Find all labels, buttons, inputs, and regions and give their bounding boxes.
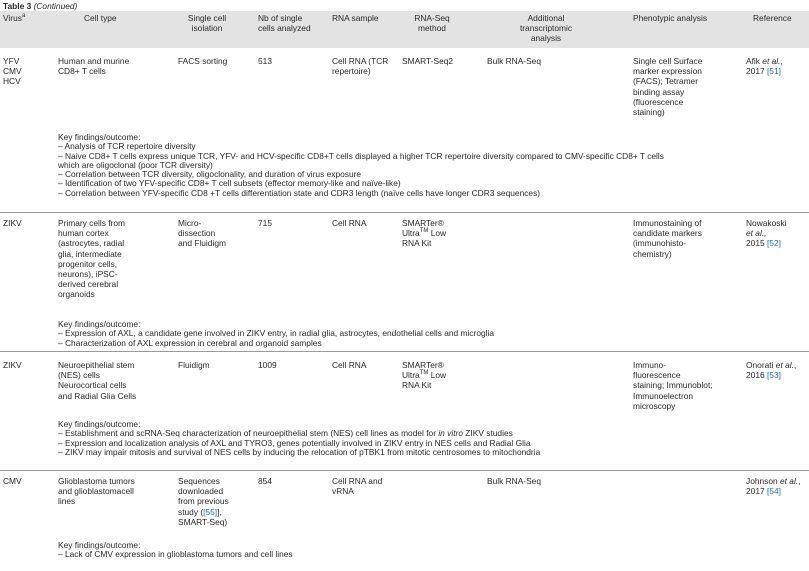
row-additional-analysis: Bulk RNA-Seq (487, 56, 541, 66)
reference-link[interactable]: [52] (766, 238, 781, 249)
row-isolation: Fluidigm (178, 360, 210, 370)
reference-link[interactable]: [54] (766, 486, 781, 497)
row-nb-cells: 1009 (258, 360, 277, 370)
row-isolation: FACS sorting (178, 56, 228, 66)
reference-link[interactable]: [53] (766, 370, 781, 381)
key-findings: Key findings/outcome: – Analysis of TCR repertoire diversity – Naive CD8+ T cells express unique TCR, YFV- and HCV-specific CD8+T cells displayed a higher TCR repertoire diversity compared to CMV-specific CD8+ T cells which are oligoclonal (poor TCR diversity) – Correlation between TCR diversity, oligoclonality, and duration of virus exposure – Identification of two YFV-specific CD8+ T cell subsets (effector memory-like and naïve-like) – Correlation between YFV-specific CD8 +T cells differentiation state and CDR3 length (naïve cells have longer CDR3 sequences) (58, 132, 664, 198)
table-caption (3, 1, 77, 11)
key-findings: Key findings/outcome: – Expression of AXL, a candidate gene involved in ZIKV entry, in radial glia, astrocytes, endothelial cells and microglia – Characterization of AXL expression in cerebral and organoid samples (58, 319, 495, 348)
key-findings: Key findings/outcome: – Lack of CMV expression in glioblastoma tumors and cell lines (58, 540, 293, 560)
row-phenotypic-analysis: Immuno- fluorescence staining; Immunoblot; Immunoelectron microscopy (633, 360, 713, 411)
key-findings: Key findings/outcome: – Establishment and scRNA-Seq characterization of neuroepithelial stem (NES) cell lines as model for in vitro ZIKV studies – Expression and localization analysis of AXL and TYRO3, genes potentially involved in ZIKV entry in NES cells and Radial Glia – ZIKV may impair mitosis and survival of NES cells by inducing the relocation of pTBK1 from mitotic centrosomes to mitochondria (58, 419, 541, 457)
row-additional-analysis: Bulk RNA-Seq (487, 476, 541, 486)
header-rnaseq-method: RNA-Seq method (414, 13, 450, 34)
header-phenotypic-analysis: Phenotypic analysis (633, 13, 708, 23)
reference-link[interactable]: [55] (203, 506, 218, 517)
row-reference: Onorati et al., 2016 [53] (746, 360, 797, 381)
reference-link[interactable]: [51] (766, 66, 781, 77)
row-isolation: Micro- dissection and Fluidigm (178, 218, 226, 249)
row-nb-cells: 513 (258, 56, 272, 66)
row-reference: Johnson et al., 2017 [54] (746, 476, 801, 497)
header-single-cell-isolation: Single cell isolation (187, 13, 227, 34)
header-rna-sample: RNA sample (332, 13, 379, 23)
row-phenotypic-analysis: Single cell Surface marker expression (FACS); Tetramer binding assay (fluorescence staining) (633, 56, 703, 118)
row-rnaseq-method: SMARTer® Ultra™ Low RNA Kit (402, 360, 447, 391)
row-nb-cells: 854 (258, 476, 272, 486)
row-cell-type: Glioblastoma tumors and glioblastomacell lines (58, 476, 135, 507)
row-reference: Afik et al., 2017 [51] (746, 56, 783, 77)
row-rnaseq-method: SMART-Seq2 (402, 56, 454, 66)
row-cell-type: Primary cells from human cortex (astrocytes, radial glia, intermediate progenitor cells, neurons), iPSC- derived cerebral organoids (58, 218, 126, 300)
header-virus: Virus$^a$ (3, 13, 26, 23)
row-reference: Nowakoski et al., 2015 [52] (746, 218, 787, 249)
row-rna-sample: Cell RNA (TCR repertoire) (332, 56, 389, 77)
row-divider (0, 470, 809, 471)
row-nb-cells: 715 (258, 218, 272, 228)
row-rna-sample: Cell RNA (332, 360, 367, 370)
header-reference: Reference (753, 13, 792, 23)
row-virus: CMV (3, 476, 22, 486)
row-divider (0, 351, 809, 352)
row-virus: ZIKV (3, 218, 22, 228)
row-cell-type: Human and murine CD8+ T cells (58, 56, 130, 77)
row-virus: YFV CMV HCV (3, 56, 22, 87)
table-label: Table 3 (3, 1, 32, 11)
row-rna-sample: Cell RNA (332, 218, 367, 228)
header-cell-type: Cell type (84, 13, 117, 23)
row-rnaseq-method: SMARTer® Ultra™ Low RNA Kit (402, 218, 447, 249)
header-additional-analysis: Additional transcriptomic analysis (519, 13, 573, 44)
row-cell-type: Neuroepithelial stem (NES) cells Neurocortical cells and Radial Glia Cells (58, 360, 137, 401)
row-rna-sample: Cell RNA and vRNA (332, 476, 383, 497)
table-continued: (Continued) (33, 1, 78, 11)
row-virus: ZIKV (3, 360, 22, 370)
row-phenotypic-analysis: Immunostaining of candidate markers (immunohisto- chemistry) (633, 218, 702, 259)
row-isolation: Sequences downloaded from previous study ([55]], SMART-Seq) (178, 476, 229, 527)
header-nb-cells: Nb of single cells analyzed (258, 13, 311, 34)
row-divider (0, 212, 809, 213)
